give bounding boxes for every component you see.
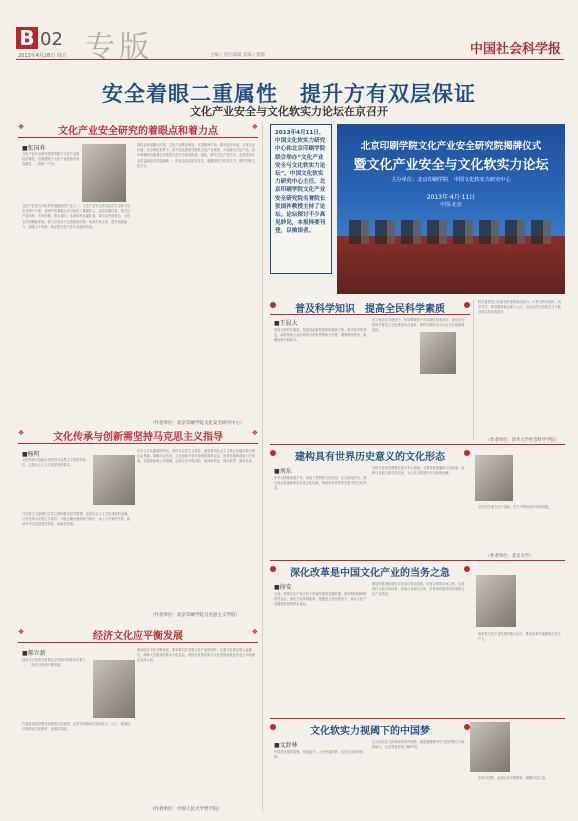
divider xyxy=(18,642,258,643)
article3-body: 经济与文化的关系是社会发展中的基本关系之一，二者应当协调平衡发展。 xyxy=(22,658,86,668)
column-divider xyxy=(262,122,263,812)
article3-body: 片面追求经济增长而忽视文化建设，必然导致精神生活的贫乏；反之，脱离经济基础谈文化繁荣，也难以持续。 xyxy=(22,722,131,732)
article5-header xyxy=(270,448,470,463)
paper-name: 中国社会科学报 xyxy=(470,42,562,57)
article1-body: 我们必须清醒认识到，文化产品既是商品，又是精神产品；既有经济价值，又有社会价值。在全球化背景下，西方发达国家凭借其文化产业优势，大量输出文化产品，其中承载的价值观念对我国文化安全构成挑战。因此，研究文化产业安全，必须坚持社会效益和经济效益相统一，把社会效益放在首位，增强国家文化软实力，维护国家文化安全。 xyxy=(137,143,255,168)
article1-header xyxy=(18,122,258,137)
bullet-icon xyxy=(270,566,276,572)
bullet-icon xyxy=(464,302,470,308)
event-banner-photo xyxy=(337,124,565,294)
article4-body: 在文化软实力建设中，科学精神是不可或缺的组成部分。我们应当把科学普及与文化建设结合起来，使科学理性成为社会文化的重要底色。 xyxy=(372,318,465,333)
article2-title: 文化传承与创新需坚持马克思主义指导 xyxy=(53,432,223,443)
article5-body: 文化的生命力在于创新，在于不断回应时代的问题。 xyxy=(478,505,552,509)
article5-body: 中华文明绵延数千年，形成了独特的文化形态。在全球化时代，我们有必要重新审视自身文化传统，构建具有世界历史意义的文化形态。 xyxy=(274,476,367,491)
article7-body: 从文化软实力的视阈审视中国梦，就是要增强中华文化的感召力和影响力，让世界更好地了解中国。 xyxy=(372,740,465,750)
article4-body: 提高全民科学素质，是建设创新型国家的基础工程。科学知识的普及，能够帮助公众形成科学的世界观和方法论，增强辨别是非、抵御伪科学的能力。 xyxy=(274,328,367,343)
article6-body: 改革是文化产业发展的强大动力，唯有改革才能释放文化生产力。 xyxy=(478,632,561,642)
banner-city: 中国·北京 xyxy=(440,202,462,208)
page-number: 02 xyxy=(40,29,63,50)
column-divider xyxy=(473,300,474,440)
author-photo xyxy=(93,455,135,505)
article3-footer: （作者单位：中国人民大学哲学院） xyxy=(150,807,222,812)
article3-title: 经济文化应平衡发展 xyxy=(93,631,183,642)
article2-header xyxy=(18,428,258,443)
ornament-icon: ❖ xyxy=(251,628,258,636)
article1-body: 文化产业是当今世界发展最快的产业之一。文化产业安全涉及经济安全和文化安全两个方面，其研究的着眼点应当放在二重属性上。从经济属性看，要关注产业结构、市场份额、资本流向；从意识形态属性看，要关注价值观念、文化主权和精神家园。着力点则在于完善政策法规、培育市场主体、提升创新能力、加强人才培养，真正把文化产业安全落到实处。 xyxy=(22,204,131,229)
divider xyxy=(18,443,258,444)
bullet-icon xyxy=(270,450,276,456)
article1-body: 文化产业安全研究既要着眼于文化产业的经济属性，也要着眼于文化产业的意识形态属性，二者缺一不可。 xyxy=(22,152,80,167)
article2-body: 在多元文化激荡的时代，坚持马克思主义指导，就是要用社会主义核心价值体系引领社会思潮，凝聚社会共识。文化创新不是对传统的简单否定，而是在继承基础上的发展，在借鉴基础上的超越，必须立足中国实际，面向现代化、面向世界、面向未来。 xyxy=(137,449,255,464)
head-table xyxy=(337,236,565,294)
article6-author: ■徐安 xyxy=(274,584,292,591)
author-photo xyxy=(82,144,126,202)
author-photo xyxy=(93,660,135,718)
article4-author: ■王晨大 xyxy=(274,320,298,327)
article5-body: 这种文化形态既要扎根于本土传统，又要具备普遍的人类价值，能够与其他文明对话交流，为人类文明进步作出新的贡献。 xyxy=(372,466,465,476)
dept-footer-1: （作者单位：清华大学社会科学学院） xyxy=(486,438,560,443)
divider xyxy=(270,314,470,315)
article2-body: 文化传承与创新必须坚持马克思主义的指导地位，这是社会主义文化建设的根本。 xyxy=(22,458,86,468)
guests-row xyxy=(349,220,553,244)
dept-footer-2: （作者单位：北京大学） xyxy=(486,554,534,559)
ornament-icon: ❖ xyxy=(18,628,25,636)
banner-org-line: 北京印刷学院文化产业安全研究院揭牌仪式 xyxy=(360,141,542,152)
author-photo xyxy=(420,332,456,374)
article2-footer: （作者单位：北京印刷学院马克思主义学院） xyxy=(150,613,240,618)
divider xyxy=(270,444,565,445)
article7-header xyxy=(270,722,470,737)
article1-title: 文化产业安全研究的着眼点和着力点 xyxy=(58,126,218,137)
masthead-rule xyxy=(16,59,564,60)
article2-author: ■杨明 xyxy=(22,451,40,458)
article7-author: ■文辞林 xyxy=(274,742,298,749)
author-photo xyxy=(476,575,516,627)
author-photo xyxy=(475,455,513,501)
main-headline: 安全着眼二重属性 提升方有双层保证 xyxy=(102,82,476,106)
article5-author: ■刘东 xyxy=(274,468,292,475)
banner-title: 暨文化产业安全与文化软实力论坛 xyxy=(353,158,549,173)
article4-title: 普及科学知识 提高全民科学素质 xyxy=(295,304,445,315)
bullet-icon xyxy=(464,450,470,456)
ornament-icon: ❖ xyxy=(18,429,25,437)
bullet-icon xyxy=(270,302,276,308)
divider xyxy=(270,560,565,561)
article3-header xyxy=(18,627,258,642)
bullet-icon xyxy=(464,566,470,572)
ornament-icon: ❖ xyxy=(18,123,25,131)
article7-body: 实现中国梦，必须弘扬中国精神，凝聚中国力量。 xyxy=(478,776,549,780)
date-line: 2013年4月26日 周五 xyxy=(18,53,67,59)
article4-body: 科学素质是公民素质的重要组成部分。只有当科学知识、科学方法、科学精神真正深入人心，全社会的文化软实力才能得到实质性的提升。 xyxy=(478,300,561,315)
article6-title: 深化改革是中国文化产业的当务之急 xyxy=(290,568,450,579)
article3-body: 推动经济文化平衡发展，要求我们在发展文化产业的同时，注重文化事业的公益属性，保障人民群众的基本文化权益，使经济发展成果与文化发展成果更多更公平地惠及全体人民。 xyxy=(137,648,255,663)
masthead xyxy=(0,0,578,70)
article7-body: 中国梦是国家富强、民族振兴、人民幸福的梦，也是文化繁荣的梦。 xyxy=(274,750,364,760)
ornament-icon: ❖ xyxy=(251,429,258,437)
article6-body: 当前，我国文化产业正处于快速发展的关键时期，但体制机制障碍依然存在。深化文化体制改革，是激发文化创造活力、推动文化产业健康发展的根本途径。 xyxy=(274,592,367,607)
callout-text: 2013年4月11日，中国文化软实力研究中心和北京印刷学院联合举办“文化产业安全与文化软实力论坛”。中国文化软实力研究中心主任、北京印刷学院文化产业安全研究院名誉院长张国祚教授主持了论坛。论坛探讨不少高见妙见，本报择要刊登，以飨读者。 xyxy=(275,130,326,235)
ornament-icon: ❖ xyxy=(251,123,258,131)
article2-body: 马克思主义是我们立党立国的根本指导思想，也是社会主义文化建设的灵魂。只有坚持马克思主义指导，才能正确处理传统与现代、本土与外来的关系，推动中华文化创造性转化、创新性发展。 xyxy=(22,512,131,527)
section-name: 专版 xyxy=(85,30,153,65)
article7-title: 文化软实力视阈下的中国梦 xyxy=(310,726,430,737)
banner-hosts: 主办单位：北京印刷学院 中国文化软实力研究中心 xyxy=(391,177,511,183)
article4-header xyxy=(270,300,470,315)
author-photo xyxy=(470,722,510,772)
article1-footer: （作者单位：北京印刷学院文化安全研究中心） xyxy=(150,421,245,426)
article6-header xyxy=(270,564,470,579)
divider xyxy=(18,137,258,138)
sub-headline: 文化产业安全与文化软实力论坛在京召开 xyxy=(190,105,388,118)
article5-title: 建构具有世界历史意义的文化形态 xyxy=(295,452,445,463)
page-letter-badge: B xyxy=(16,27,38,49)
article1-author: ■张国祚 xyxy=(22,145,46,152)
bullet-icon xyxy=(270,724,276,730)
credits-line: 主编 / 责任编辑 美编 / 排版 xyxy=(210,53,266,58)
divider xyxy=(270,718,565,719)
article3-author: ■郝立新 xyxy=(22,650,46,657)
article6-body: 要加快推进经营性文化单位转企改制，培育合格的市场主体，完善现代文化市场体系，形成公有制为主体、多种所有制共同发展的文化产业格局。 xyxy=(372,582,465,597)
intro-callout xyxy=(270,124,332,274)
banner-date: 2013年·4月·11日 xyxy=(426,194,476,201)
